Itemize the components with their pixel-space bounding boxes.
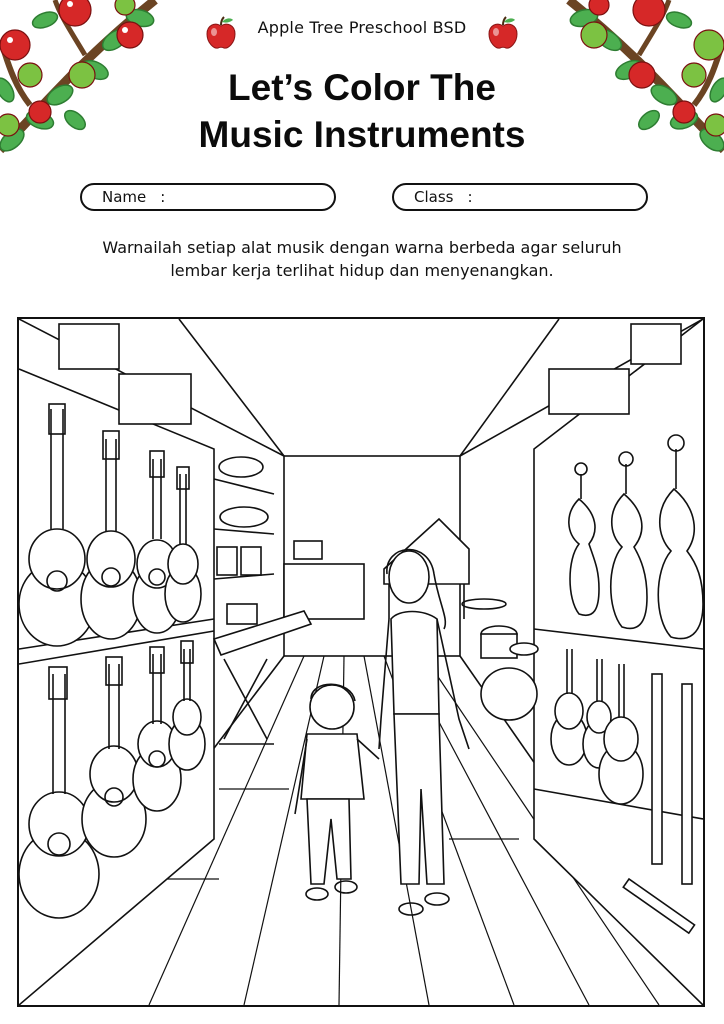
class-field[interactable] [392, 183, 648, 211]
class-colon: : [467, 188, 473, 206]
title-line-2: Music Instruments [198, 114, 526, 155]
coloring-illustration [17, 317, 705, 1007]
class-label: Class [414, 188, 454, 206]
school-name: Apple Tree Preschool BSD [257, 18, 467, 37]
apple-icon [487, 16, 519, 50]
name-field[interactable] [80, 183, 336, 211]
instructions [40, 236, 684, 282]
instructions-line-1: Warnailah setiap alat musik dengan warna berbeda agar seluruh [102, 238, 622, 257]
name-colon: : [160, 188, 166, 206]
music-store-line-art-icon [19, 319, 703, 1005]
instructions-line-2: lembar kerja terlihat hidup dan menyenangkan. [170, 261, 554, 280]
name-label: Name [102, 188, 147, 206]
page-title [0, 64, 724, 158]
title-line-1: Let’s Color The [228, 67, 496, 108]
